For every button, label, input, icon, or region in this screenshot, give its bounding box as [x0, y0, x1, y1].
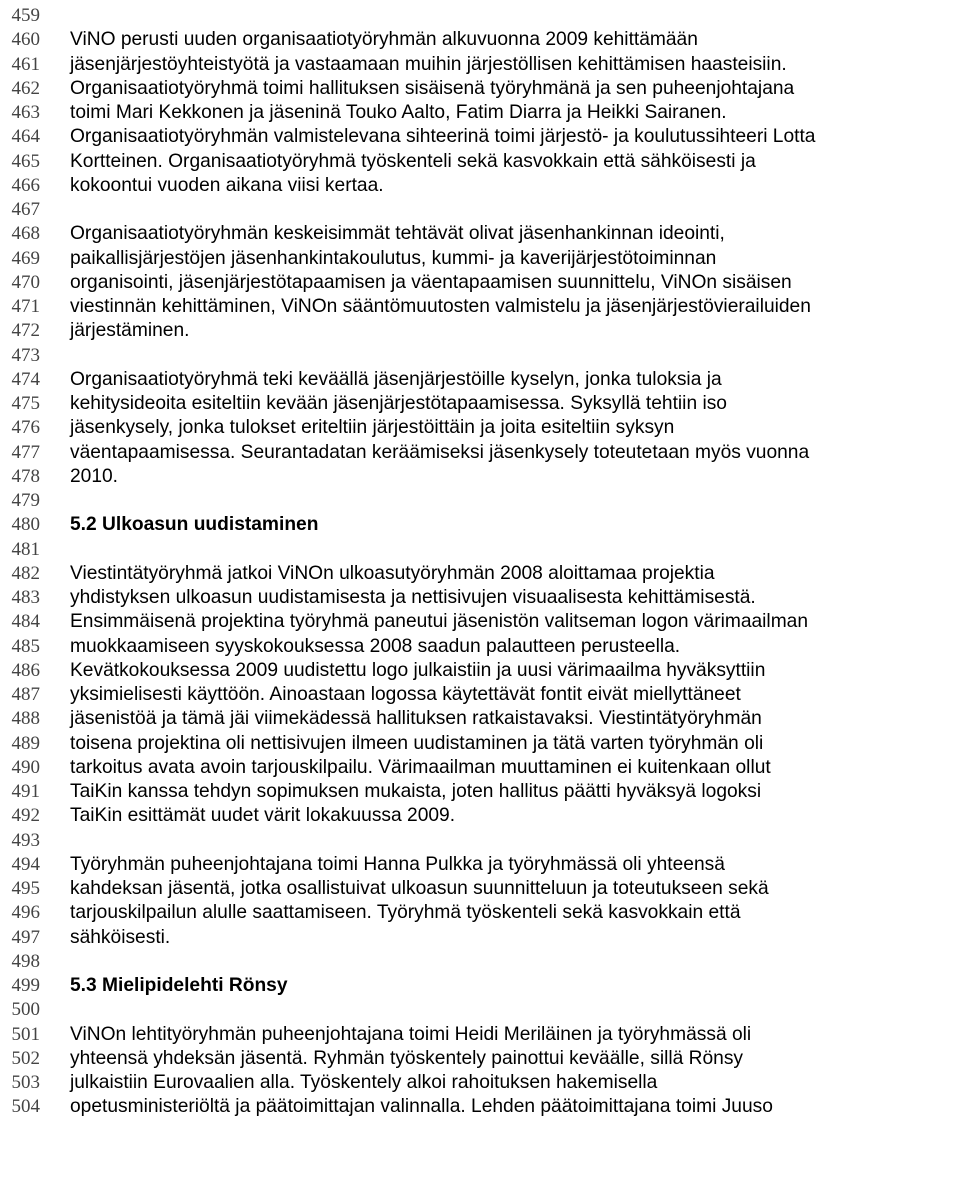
line-number: 497 — [11, 926, 40, 948]
line-number: 487 — [11, 684, 40, 705]
paragraph-line: paikallisjärjestöjen jäsenhankintakoulutus, kummi- ja kaverijärjestötoiminnan — [70, 247, 717, 269]
line-number: 472 — [11, 320, 40, 342]
paragraph-line: Organisaatiotyöryhmän valmistelevana sihteerinä toimi järjestö- ja koulutussihteeri Lotta — [70, 126, 816, 148]
paragraph-line: toimi Mari Kekkonen ja jäseninä Touko Aalto, Fatim Diarra ja Heikki Sairanen. — [70, 102, 727, 123]
section-heading: 5.2 Ulkoasun uudistaminen — [70, 514, 319, 536]
line-number: 480 — [11, 514, 40, 536]
line-number: 467 — [11, 199, 40, 220]
paragraph-line: 2010. — [70, 465, 119, 487]
line-number: 476 — [11, 417, 40, 439]
paragraph-line: viestinnän kehittäminen, ViNOn sääntömuutosten valmistelu ja jäsenjärjestövierailuiden — [70, 296, 811, 317]
paragraph-line: Työryhmän puheenjohtajana toimi Hanna Pulkka ja työryhmässä oli yhteensä — [70, 853, 725, 875]
line-number: 468 — [11, 223, 40, 245]
line-number: 491 — [11, 781, 40, 802]
paragraph-line: kahdeksan jäsentä, jotka osallistuivat ulkoasun suunnitteluun ja toteutukseen sekä — [70, 878, 769, 899]
line-number: 490 — [11, 756, 40, 778]
paragraph-line: TaiKin esittämät uudet värit lokakuussa 2009. — [70, 805, 456, 827]
paragraph-line: jäsenkysely, jonka tulokset eriteltiin järjestöittäin ja joita esiteltiin syksyn — [70, 417, 675, 439]
paragraph-line: sähköisesti. — [70, 926, 171, 948]
line-number: 488 — [11, 708, 40, 730]
line-number: 492 — [11, 805, 40, 827]
line-number: 483 — [11, 587, 40, 608]
paragraph-line: Viestintätyöryhmä jatkoi ViNOn ulkoasutyöryhmän 2008 aloittamaa projektia — [70, 562, 715, 584]
line-number: 475 — [11, 393, 40, 414]
line-number: 463 — [11, 102, 40, 123]
line-number: 470 — [11, 271, 40, 293]
line-number: 499 — [11, 975, 40, 996]
line-number: 498 — [11, 950, 40, 972]
line-number: 474 — [11, 368, 40, 390]
paragraph-line: yksimielisesti käyttöön. Ainoastaan logossa käytettävät fontit eivät miellyttäneet — [70, 684, 741, 705]
line-number: 459 — [11, 5, 40, 26]
line-number: 501 — [11, 1023, 40, 1045]
line-number: 461 — [11, 53, 40, 75]
line-number: 471 — [11, 296, 40, 317]
line-number: 473 — [11, 344, 40, 366]
line-number: 477 — [11, 441, 40, 463]
paragraph-line: järjestäminen. — [70, 320, 190, 342]
line-number: 460 — [11, 29, 40, 51]
line-number: 484 — [11, 611, 40, 633]
line-number: 485 — [11, 635, 40, 657]
paragraph-line: Ensimmäisenä projektina työryhmä paneutui jäsenistön valitseman logon värimaailman — [70, 611, 809, 633]
paragraph-line: opetusministeriöltä ja päätoimittajan valinnalla. Lehden päätoimittajana toimi Juuso — [70, 1096, 773, 1118]
line-number: 503 — [11, 1072, 40, 1093]
line-number: 481 — [11, 538, 40, 560]
paragraph-line: TaiKin kanssa tehdyn sopimuksen mukaista, joten hallitus päätti hyväksyä logoksi — [70, 781, 762, 802]
line-number: 500 — [11, 999, 40, 1021]
paragraph-line: tarkoitus avata avoin tarjouskilpailu. Värimaailman muuttaminen ei kuitenkaan ollut — [70, 756, 771, 778]
paragraph-line: jäsenjärjestöyhteistyötä ja vastaamaan muihin järjestöllisen kehittämisen haasteisiin. — [70, 53, 787, 75]
paragraph-line: julkaistiin Eurovaalien alla. Työskentely alkoi rahoituksen hakemisella — [70, 1072, 658, 1093]
paragraph-line: väentapaamisessa. Seurantadatan keräämiseksi jäsenkysely toteutetaan myös vuonna — [70, 441, 810, 463]
line-number: 469 — [11, 247, 40, 269]
line-number: 489 — [11, 732, 40, 754]
paragraph-line: muokkaamiseen syyskokouksessa 2008 saadun palautteen perusteella. — [70, 635, 681, 657]
paragraph-line: ViNO perusti uuden organisaatiotyöryhmän alkuvuonna 2009 kehittämään — [70, 29, 698, 51]
line-number: 462 — [11, 77, 40, 99]
paragraph-line: Kortteinen. Organisaatiotyöryhmä työskenteli sekä kasvokkain että sähköisesti ja — [70, 150, 756, 172]
paragraph-line: ViNOn lehtityöryhmän puheenjohtajana toimi Heidi Meriläinen ja työryhmässä oli — [70, 1023, 752, 1045]
paragraph-line: toisena projektina oli nettisivujen ilmeen uudistaminen ja tätä varten työryhmän oli — [70, 732, 764, 754]
paragraph-line: kehitysideoita esiteltiin kevään jäsenjärjestötapaamisessa. Syksyllä tehtiin iso — [70, 393, 727, 414]
line-number: 478 — [11, 465, 40, 487]
line-number: 482 — [11, 562, 40, 584]
line-number: 504 — [11, 1096, 40, 1118]
line-number: 465 — [11, 150, 40, 172]
paragraph-line: Organisaatiotyöryhmä toimi hallituksen sisäisenä työryhmänä ja sen puheenjohtajana — [70, 77, 795, 99]
paragraph-line: Kevätkokouksessa 2009 uudistettu logo julkaistiin ja uusi värimaailma hyväksyttiin — [70, 659, 766, 681]
line-number: 502 — [11, 1047, 40, 1069]
paragraph-line: yhdistyksen ulkoasun uudistamisesta ja nettisivujen visuaalisesta kehittämisestä. — [70, 587, 756, 608]
paragraph-line: Organisaatiotyöryhmä teki keväällä jäsenjärjestöille kyselyn, jonka tuloksia ja — [70, 368, 722, 390]
line-number: 479 — [11, 490, 40, 511]
paragraph-line: yhteensä yhdeksän jäsentä. Ryhmän työskentely painottui keväälle, sillä Rönsy — [70, 1047, 744, 1069]
line-number: 486 — [11, 659, 40, 681]
line-number: 493 — [11, 829, 40, 851]
paragraph-line: organisointi, jäsenjärjestötapaamisen ja väentapaamisen suunnittelu, ViNOn sisäisen — [70, 271, 792, 293]
paragraph-line: tarjouskilpailun alulle saattamiseen. Työryhmä työskenteli sekä kasvokkain että — [70, 902, 741, 924]
line-number: 496 — [11, 902, 40, 924]
line-number: 494 — [11, 853, 40, 875]
section-heading: 5.3 Mielipidelehti Rönsy — [70, 975, 288, 996]
line-number: 495 — [11, 878, 40, 899]
paragraph-line: jäsenistöä ja tämä jäi viimekädessä hallituksen ratkaistavaksi. Viestintätyöryhmän — [70, 708, 762, 730]
paragraph-line: Organisaatiotyöryhmän keskeisimmät tehtävät olivat jäsenhankinnan ideointi, — [70, 223, 725, 245]
paragraph-line: kokoontui vuoden aikana viisi kertaa. — [70, 174, 384, 196]
line-number: 466 — [11, 174, 40, 196]
line-number: 464 — [11, 126, 40, 148]
